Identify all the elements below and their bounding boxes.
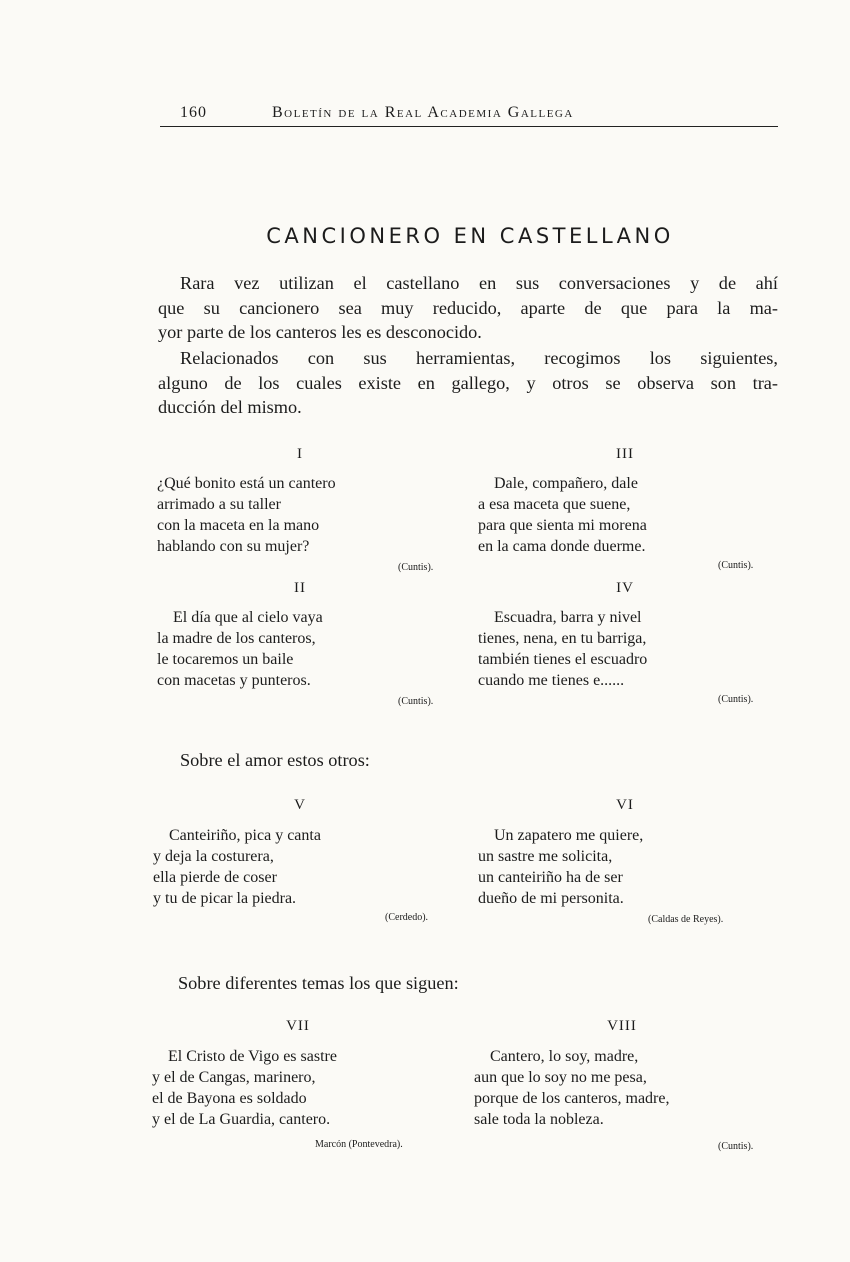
poem-line: ¿Qué bonito está un cantero	[157, 475, 336, 492]
poem-line: y el de La Guardia, cantero.	[152, 1111, 331, 1128]
header-rule	[160, 126, 778, 127]
paragraph-line: ducción del mismo.	[158, 397, 302, 417]
poem-line: y el de Cangas, marinero,	[152, 1069, 316, 1086]
poem-number: III	[616, 446, 634, 462]
poem-line: porque de los canteros, madre,	[474, 1090, 670, 1107]
poem-attribution: (Cuntis).	[718, 560, 754, 571]
poem-attribution: (Caldas de Reyes).	[648, 914, 724, 925]
section-lead-diferentes: Sobre diferentes temas los que siguen:	[178, 973, 459, 993]
poem-lines	[152, 1046, 337, 1130]
poem-lines	[478, 825, 643, 909]
poem-line: ella pierde de coser	[153, 869, 277, 886]
section-title: CANCIONERO EN CASTELLANO	[266, 224, 674, 248]
paragraph-line: Rara vez utilizan el castellano en sus conversaciones y de ahí	[180, 273, 778, 293]
paragraph-line: alguno de los cuales existe en gallego, y otros se observa son tra-	[158, 372, 778, 393]
poem-number: VII	[286, 1018, 310, 1034]
poem-line: el de Bayona es soldado	[152, 1090, 307, 1107]
poem-line: un canteiriño ha de ser	[478, 869, 623, 886]
poem-line: tienes, nena, en tu barriga,	[478, 630, 647, 647]
poem-number: IV	[616, 580, 634, 596]
paragraph-line: Relacionados con sus herramientas, recogimos los siguientes,	[180, 348, 778, 368]
page-number: 160	[180, 104, 207, 121]
poem-line: cuando me tienes e......	[478, 672, 625, 689]
poem-number: I	[297, 446, 303, 462]
poem-line: con macetas y punteros.	[157, 672, 311, 689]
poem-line: El día que al cielo vaya	[173, 609, 323, 626]
poem-lines	[474, 1046, 669, 1130]
poem-line: un sastre me solicita,	[478, 848, 613, 865]
paragraph-line: que su cancionero sea muy reducido, aparte de que para la ma-	[158, 297, 778, 318]
poem-lines	[478, 607, 647, 691]
poem-lines	[157, 473, 336, 557]
poem-lines	[157, 607, 323, 691]
poem-line: también tienes el escuadro	[478, 651, 648, 668]
poem-lines	[478, 473, 647, 557]
poem-line: y tu de picar la piedra.	[153, 890, 297, 907]
poem-number: VI	[616, 797, 634, 813]
poem-line: aun que lo soy no me pesa,	[474, 1069, 647, 1086]
poem-number: II	[294, 580, 306, 596]
section-lead-amor: Sobre el amor estos otros:	[180, 750, 370, 770]
poem-line: dueño de mi personita.	[478, 890, 624, 907]
poem-attribution: Marcón (Pontevedra).	[315, 1139, 403, 1150]
intro-paragraph-1	[158, 271, 778, 345]
intro-paragraph-2	[158, 346, 778, 420]
poem-line: hablando con su mujer?	[157, 538, 310, 555]
poem-line: El Cristo de Vigo es sastre	[168, 1048, 337, 1065]
poem-attribution: (Cuntis).	[718, 1141, 754, 1152]
poem-attribution: (Cerdedo).	[385, 912, 429, 923]
poem-number: VIII	[607, 1018, 637, 1034]
poem-line: sale toda la nobleza.	[474, 1111, 604, 1128]
poem-line: para que sienta mi morena	[478, 517, 647, 534]
poem-line: Un zapatero me quiere,	[494, 827, 644, 844]
poem-line: le tocaremos un baile	[157, 651, 294, 668]
poem-line: con la maceta en la mano	[157, 517, 320, 534]
poem-line: y deja la costurera,	[153, 848, 274, 865]
poem-line: Cantero, lo soy, madre,	[490, 1048, 639, 1065]
poem-line: Dale, compañero, dale	[494, 475, 638, 492]
poem-line: arrimado a su taller	[157, 496, 281, 513]
poem-line: a esa maceta que suene,	[478, 496, 631, 513]
poem-line: la madre de los canteros,	[157, 630, 316, 647]
poem-line: Escuadra, barra y nivel	[494, 609, 642, 626]
poem-attribution: (Cuntis).	[398, 696, 434, 707]
poem-attribution: (Cuntis).	[718, 694, 754, 705]
poem-line: en la cama donde duerme.	[478, 538, 646, 555]
poem-line: Canteiriño, pica y canta	[169, 827, 321, 844]
paragraph-line: yor parte de los canteros les es desconocido.	[158, 322, 482, 342]
poem-attribution: (Cuntis).	[398, 562, 434, 573]
poem-number: V	[294, 797, 306, 813]
journal-title: Boletín de la Real Academia Gallega	[272, 104, 574, 121]
poem-lines	[153, 825, 321, 909]
